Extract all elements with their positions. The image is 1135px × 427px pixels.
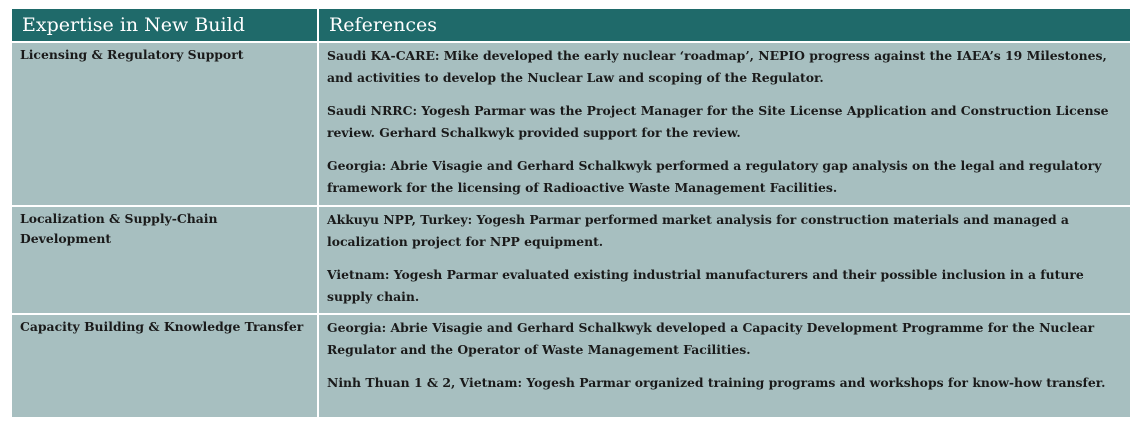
expertise-area-cell (12, 206, 318, 314)
reference-entry: Vietnam: Yogesh Parmar evaluated existing industrial manufacturers and their possible inclusion in a future supply chain. (327, 267, 1084, 304)
header-references: References (318, 9, 1130, 42)
reference-entry: Saudi KA-CARE: Mike developed the early nuclear ‘roadmap’, NEPIO progress against the IAEA’s 19 Milestones, and activities to develop the Nuclear Law and scoping of the Regulator. (327, 48, 1107, 85)
header-expertise: Expertise in New Build (12, 9, 318, 42)
table-row (12, 314, 1130, 417)
reference-entry: Georgia: Abrie Visagie and Gerhard Schalkwyk performed a regulatory gap analysis on the legal and regulatory framework for the licensing of Radioactive Waste Management Facilities. (327, 158, 1102, 195)
table-header-row (12, 9, 1130, 42)
expertise-table-container (12, 9, 1130, 423)
reference-entry: Saudi NRRC: Yogesh Parmar was the Project Manager for the Site License Application and Construction License review. Gerhard Schalkwyk provided support for the review. (327, 103, 1109, 140)
reference-entry: Akkuyu NPP, Turkey: Yogesh Parmar performed market analysis for construction materials and managed a localization project for NPP equipment. (327, 212, 1069, 249)
references-cell (318, 206, 1130, 314)
reference-entry: Georgia: Abrie Visagie and Gerhard Schalkwyk developed a Capacity Development Programme for the Nuclear Regulator and the Operator of Waste Management Facilities. (327, 320, 1095, 357)
expertise-area-cell (12, 42, 318, 206)
table-row (12, 42, 1130, 206)
reference-entry: Ninh Thuan 1 & 2, Vietnam: Yogesh Parmar organized training programs and workshops for know-how transfer. (327, 375, 1106, 390)
expertise-area-label: Capacity Building & Knowledge Transfer (20, 319, 304, 334)
expertise-area-label: Licensing & Regulatory Support (20, 47, 244, 62)
expertise-area-cell (12, 314, 318, 417)
references-cell (318, 314, 1130, 417)
references-cell (318, 42, 1130, 206)
expertise-area-label: Localization & Supply-Chain Development (20, 211, 218, 246)
expertise-table (12, 9, 1130, 417)
table-row (12, 206, 1130, 314)
